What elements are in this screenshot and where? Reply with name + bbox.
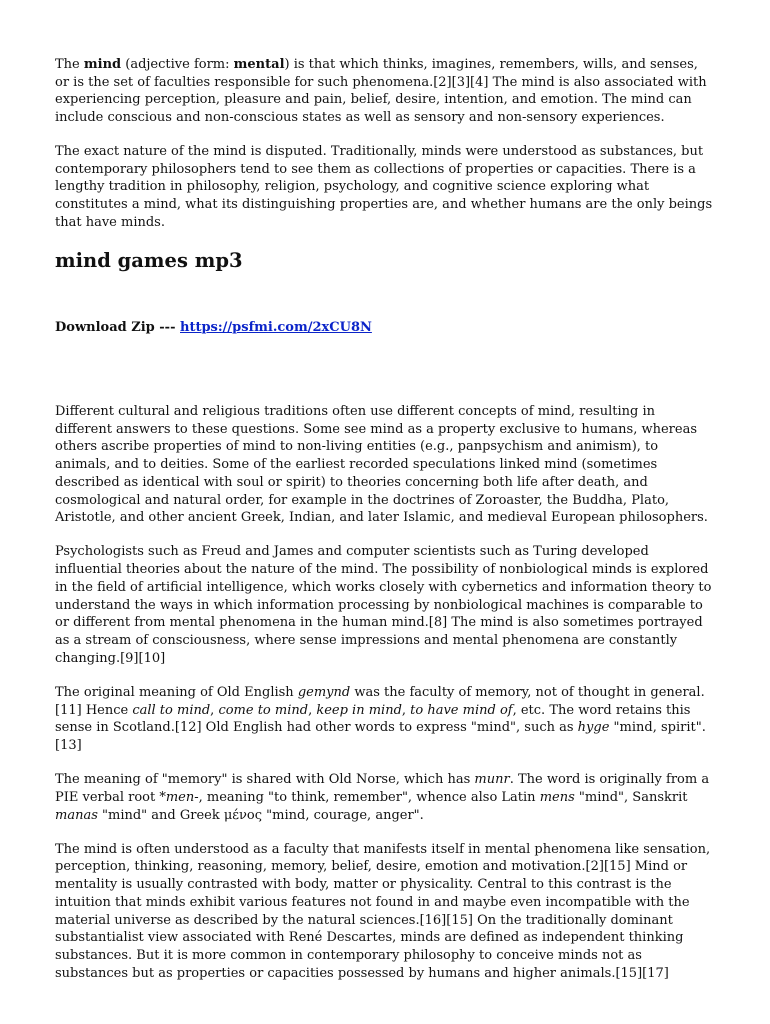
text-span: , meaning "to think, remember", whence also Latin [198,789,540,805]
text-span: ) is that which thinks, imagines, remembers, wills, and senses, or is the set of faculties responsible for such phenomena.[2][3][4] The mind is also associated with experiencing perception, pleasure and pain, belief, desire, intention, and emotion. The mind can include conscious and non-conscious states as well as sensory and non-sensory experiences. [55,57,707,126]
italic-term: mens [539,789,575,805]
italic-term: *men- [159,789,199,805]
page-heading: mind games mp3 [55,249,243,272]
italic-term: call to mind [132,702,211,718]
text-span: The [55,57,84,72]
italic-term: keep in mind [316,702,402,718]
text-span: , etc. The word retains this sense in Scotland.[12] Old English had other words to express "mind", such as [55,702,691,736]
text-span: The original meaning of Old English [55,684,298,700]
italic-term: munr [474,772,510,788]
article-body [55,403,715,999]
bold-term-mental: mental [233,57,285,72]
italic-term: come to mind [218,702,309,718]
text-span: The meaning of "memory" is shared with Old Norse, which has [55,772,475,788]
text-span: "mind" and Greek μένος "mind, courage, anger". [97,807,424,823]
text-span: "mind, spirit".[13] [55,720,706,753]
body-paragraph-4 [55,771,715,824]
intro-paragraph-2: The exact nature of the mind is disputed. Traditionally, minds were understood as substances, but contemporary philosophers tend to see them as collections of properties or capacities. There is a lengthy tradition in philosophy, religion, psychology, and cognitive science exploring what constitutes a mind, what its distinguishing properties are, and whether humans are the only beings that have minds. [55,143,713,230]
italic-term: gemynd [297,684,351,700]
text-span: (adjective form: [121,57,234,72]
body-paragraph-1: Different cultural and religious traditions often use different concepts of mind, resulting in different answers to these questions. Some see mind as a property exclusive to humans, whereas others ascribe properties of mind to non-living entities (e.g., panpsychism and animism), to animals, and to deities. Some of the earliest recorded speculations linked mind (sometimes described as identical with soul or spirit) to theories concerning both life after death, and cosmological and natural order, for example in the doctrines of Zoroaster, the Buddha, Plato, Aristotle, and other ancient Greek, Indian, and later Islamic, and medieval European philosophers. [55,404,708,526]
italic-term: manas [55,807,98,823]
intro-paragraph-1 [55,56,715,127]
body-paragraph-2: Psychologists such as Freud and James and computer scientists such as Turing developed influential theories about the nature of the mind. The possibility of nonbiological minds is explored in the field of artificial intelligence, which works closely with cybernetics and information theory to understand the ways in which information processing by nonbiological machines is comparable to or different from mental phenomena in the human mind.[8] The mind is also sometimes portrayed as a stream of consciousness, where sense impressions and mental phenomena are constantly changing.[9][10] [55,544,712,666]
text-span: was the faculty of memory, not of thought in general.[11] Hence [55,684,705,718]
download-label: Download Zip --- [55,320,180,335]
text-span: , [210,702,219,718]
bold-term-mind: mind [83,57,122,72]
download-link[interactable]: https://psfmi.com/2xCU8N [180,320,372,335]
document-page [55,56,715,981]
italic-term: hyge [577,720,610,736]
text-span: , [308,702,317,718]
text-span: . The word is originally from a PIE verbal root [55,772,710,805]
body-paragraph-5: The mind is often understood as a faculty that manifests itself in mental phenomena like sensation, perception, thinking, reasoning, memory, belief, desire, emotion and motivation.[2][15] Mind or mentality is usually contrasted with body, matter or physicality. Central to this contrast is the intuition that minds exhibit various features not found in and maybe even incompatible with the material universe as described by the natural sciences.[16][15] On the traditionally dominant substantialist view associated with René Descartes, minds are defined as independent thinking substances. But it is more common in contemporary philosophy to conceive minds not as substances but as properties or capacities possessed by humans and higher animals.[15][17] [55,841,711,981]
italic-term: to have mind of [410,702,513,718]
body-paragraph-3 [55,684,715,755]
text-span: "mind", Sanskrit [574,789,688,805]
text-span: , [401,702,411,718]
download-line [55,319,372,337]
